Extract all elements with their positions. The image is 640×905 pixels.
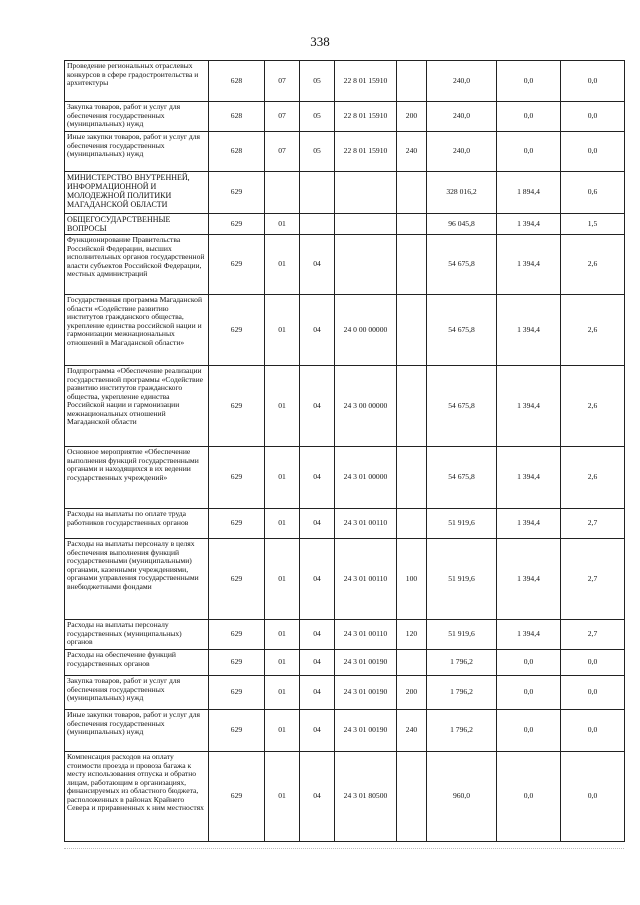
table-row: [65, 295, 625, 366]
target-article: 24 3 01 00190: [335, 676, 397, 710]
row-name: Проведение региональных отраслевых конкурсов в сфере градостроительства и архитектуры: [65, 61, 209, 102]
ministry-code: 628: [209, 102, 265, 132]
ministry-code: 629: [209, 650, 265, 676]
row-name: ОБЩЕГОСУДАРСТВЕННЫЕ ВОПРОСЫ: [65, 214, 209, 235]
amount: 1 796,2: [427, 650, 497, 676]
section-code: 01: [265, 620, 300, 650]
expense-type: 200: [397, 676, 427, 710]
table-row: [65, 235, 625, 295]
section-code: 01: [265, 366, 300, 447]
amount: 51 919,6: [427, 509, 497, 539]
section-code: 01: [265, 650, 300, 676]
row-name: Иные закупки товаров, работ и услуг для обеспечения государственных (муниципальных) нужд: [65, 710, 209, 752]
row-name: Основное мероприятие «Обеспечение выполнения функций государственными органами и находящихся в их ведении государственных учреждений»: [65, 447, 209, 509]
amount: 54 675,8: [427, 447, 497, 509]
amount: 1 796,2: [427, 676, 497, 710]
amount: 1 796,2: [427, 710, 497, 752]
table-row: [65, 710, 625, 752]
amount: 96 045,8: [427, 214, 497, 235]
expense-type: [397, 61, 427, 102]
percent: 0,0: [561, 650, 625, 676]
percent: 2,6: [561, 295, 625, 366]
amount: 240,0: [427, 102, 497, 132]
row-name: Функционирование Правительства Российской Федерации, высших исполнительных органов государственной власти субъектов Российской Федерации, местных администраций: [65, 235, 209, 295]
row-name: Подпрограмма «Обеспечение реализации государственной программы «Содействие развитию институтов гражданского общества, укрепление единства Российской нации и гармонизации межнациональных отношений Магаданской области: [65, 366, 209, 447]
expense-type: 200: [397, 102, 427, 132]
target-article: [335, 214, 397, 235]
section-code: 01: [265, 710, 300, 752]
ministry-code: 628: [209, 132, 265, 172]
row-name: Расходы на обеспечение функций государственных органов: [65, 650, 209, 676]
subsection-code: 05: [300, 102, 335, 132]
section-code: 07: [265, 61, 300, 102]
amount: 240,0: [427, 61, 497, 102]
row-name: Расходы на выплаты персоналу государственных (муниципальных) органов: [65, 620, 209, 650]
executed: 1 394,4: [497, 366, 561, 447]
ministry-code: 629: [209, 295, 265, 366]
expense-type: [397, 172, 427, 214]
table-row: [65, 650, 625, 676]
percent: 2,7: [561, 620, 625, 650]
subsection-code: 04: [300, 710, 335, 752]
target-article: [335, 235, 397, 295]
subsection-code: [300, 214, 335, 235]
target-article: 24 3 01 00000: [335, 447, 397, 509]
executed: 0,0: [497, 61, 561, 102]
page-bottom-divider: [64, 848, 624, 849]
subsection-code: 04: [300, 752, 335, 842]
page-number: 338: [310, 34, 330, 49]
percent: 2,7: [561, 509, 625, 539]
subsection-code: 05: [300, 132, 335, 172]
executed: 1 394,4: [497, 539, 561, 620]
ministry-code: 629: [209, 214, 265, 235]
executed: 0,0: [497, 132, 561, 172]
amount: 54 675,8: [427, 366, 497, 447]
target-article: 24 3 01 00110: [335, 620, 397, 650]
section-code: 01: [265, 214, 300, 235]
subsection-code: 04: [300, 539, 335, 620]
executed: 0,0: [497, 752, 561, 842]
subsection-code: 04: [300, 650, 335, 676]
ministry-code: 628: [209, 61, 265, 102]
executed: 0,0: [497, 102, 561, 132]
percent: 0,0: [561, 132, 625, 172]
budget-table: [64, 60, 625, 842]
table-row: [65, 366, 625, 447]
executed: 0,0: [497, 676, 561, 710]
executed: 1 394,4: [497, 447, 561, 509]
percent: 0,0: [561, 61, 625, 102]
executed: 1 394,4: [497, 620, 561, 650]
executed: 1 894,4: [497, 172, 561, 214]
expense-type: 240: [397, 132, 427, 172]
subsection-code: 04: [300, 366, 335, 447]
percent: 2,6: [561, 366, 625, 447]
row-name: Закупка товаров, работ и услуг для обеспечения государственных (муниципальных) нужд: [65, 102, 209, 132]
target-article: 24 0 00 00000: [335, 295, 397, 366]
subsection-code: 04: [300, 509, 335, 539]
ministry-code: 629: [209, 172, 265, 214]
ministry-code: 629: [209, 366, 265, 447]
subsection-code: 05: [300, 61, 335, 102]
expense-type: [397, 366, 427, 447]
ministry-code: 629: [209, 676, 265, 710]
amount: 54 675,8: [427, 235, 497, 295]
executed: 1 394,4: [497, 214, 561, 235]
target-article: 24 3 01 00190: [335, 710, 397, 752]
percent: 2,7: [561, 539, 625, 620]
table-row: [65, 676, 625, 710]
percent: 0,0: [561, 752, 625, 842]
section-code: [265, 172, 300, 214]
target-article: 22 8 01 15910: [335, 102, 397, 132]
subsection-code: 04: [300, 295, 335, 366]
section-code: 01: [265, 295, 300, 366]
subsection-code: 04: [300, 447, 335, 509]
section-code: 01: [265, 447, 300, 509]
row-name: Расходы на выплаты по оплате труда работников государственных органов: [65, 509, 209, 539]
target-article: 22 8 01 15910: [335, 132, 397, 172]
section-code: 07: [265, 132, 300, 172]
executed: 1 394,4: [497, 509, 561, 539]
expense-type: 240: [397, 710, 427, 752]
expense-type: 120: [397, 620, 427, 650]
subsection-code: 04: [300, 235, 335, 295]
table-row: [65, 509, 625, 539]
amount: 54 675,8: [427, 295, 497, 366]
row-name: Государственная программа Магаданской области «Содействие развитию институтов гражданского общества, укрепление единства российской нации и гармонизации межнациональных отношений в Магаданской области»: [65, 295, 209, 366]
executed: 1 394,4: [497, 295, 561, 366]
percent: 1,5: [561, 214, 625, 235]
expense-type: [397, 447, 427, 509]
executed: 0,0: [497, 650, 561, 676]
section-code: 01: [265, 676, 300, 710]
target-article: 24 3 01 00110: [335, 509, 397, 539]
percent: 0,0: [561, 710, 625, 752]
row-name: Закупка товаров, работ и услуг для обеспечения государственных (муниципальных) нужд: [65, 676, 209, 710]
executed: 0,0: [497, 710, 561, 752]
target-article: 22 8 01 15910: [335, 61, 397, 102]
expense-type: [397, 509, 427, 539]
subsection-code: 04: [300, 620, 335, 650]
table-row: [65, 447, 625, 509]
table-row: [65, 102, 625, 132]
expense-type: [397, 752, 427, 842]
row-name: Компенсация расходов на оплату стоимости проезда и провоза багажа к месту использования отпуска и обратно лицам, работающим в организациях, финансируемых из областного бюджета, расположенных в районах Крайнего Севера и приравненных к ним местностях: [65, 752, 209, 842]
table-row: [65, 620, 625, 650]
target-article: 24 3 01 00190: [335, 650, 397, 676]
target-article: [335, 172, 397, 214]
row-name: Иные закупки товаров, работ и услуг для обеспечения государственных (муниципальных) нужд: [65, 132, 209, 172]
ministry-code: 629: [209, 235, 265, 295]
percent: 0,6: [561, 172, 625, 214]
table-row: [65, 132, 625, 172]
ministry-code: 629: [209, 447, 265, 509]
section-code: 01: [265, 539, 300, 620]
row-name: Расходы на выплаты персоналу в целях обеспечения выполнения функций государственными (муниципальными) органами, казенными учреждениями, органами управления государственными внебюджетными фондами: [65, 539, 209, 620]
expense-type: [397, 295, 427, 366]
table-row: [65, 172, 625, 214]
amount: 51 919,6: [427, 539, 497, 620]
amount: 328 016,2: [427, 172, 497, 214]
table-row: [65, 61, 625, 102]
expense-type: [397, 235, 427, 295]
target-article: 24 3 01 80500: [335, 752, 397, 842]
expense-type: [397, 214, 427, 235]
executed: 1 394,4: [497, 235, 561, 295]
table-row: [65, 539, 625, 620]
amount: 240,0: [427, 132, 497, 172]
row-name: МИНИСТЕРСТВО ВНУТРЕННЕЙ, ИНФОРМАЦИОННОЙ И МОЛОДЕЖНОЙ ПОЛИТИКИ МАГАДАНСКОЙ ОБЛАСТИ: [65, 172, 209, 214]
percent: 2,6: [561, 447, 625, 509]
percent: 2,6: [561, 235, 625, 295]
subsection-code: 04: [300, 676, 335, 710]
ministry-code: 629: [209, 539, 265, 620]
expense-type: 100: [397, 539, 427, 620]
subsection-code: [300, 172, 335, 214]
amount: 960,0: [427, 752, 497, 842]
section-code: 01: [265, 235, 300, 295]
ministry-code: 629: [209, 710, 265, 752]
percent: 0,0: [561, 102, 625, 132]
percent: 0,0: [561, 676, 625, 710]
target-article: 24 3 01 00110: [335, 539, 397, 620]
ministry-code: 629: [209, 509, 265, 539]
ministry-code: 629: [209, 752, 265, 842]
expense-type: [397, 650, 427, 676]
ministry-code: 629: [209, 620, 265, 650]
section-code: 01: [265, 752, 300, 842]
amount: 51 919,6: [427, 620, 497, 650]
target-article: 24 3 00 00000: [335, 366, 397, 447]
table-row: [65, 214, 625, 235]
table-row: [65, 752, 625, 842]
section-code: 01: [265, 509, 300, 539]
section-code: 07: [265, 102, 300, 132]
